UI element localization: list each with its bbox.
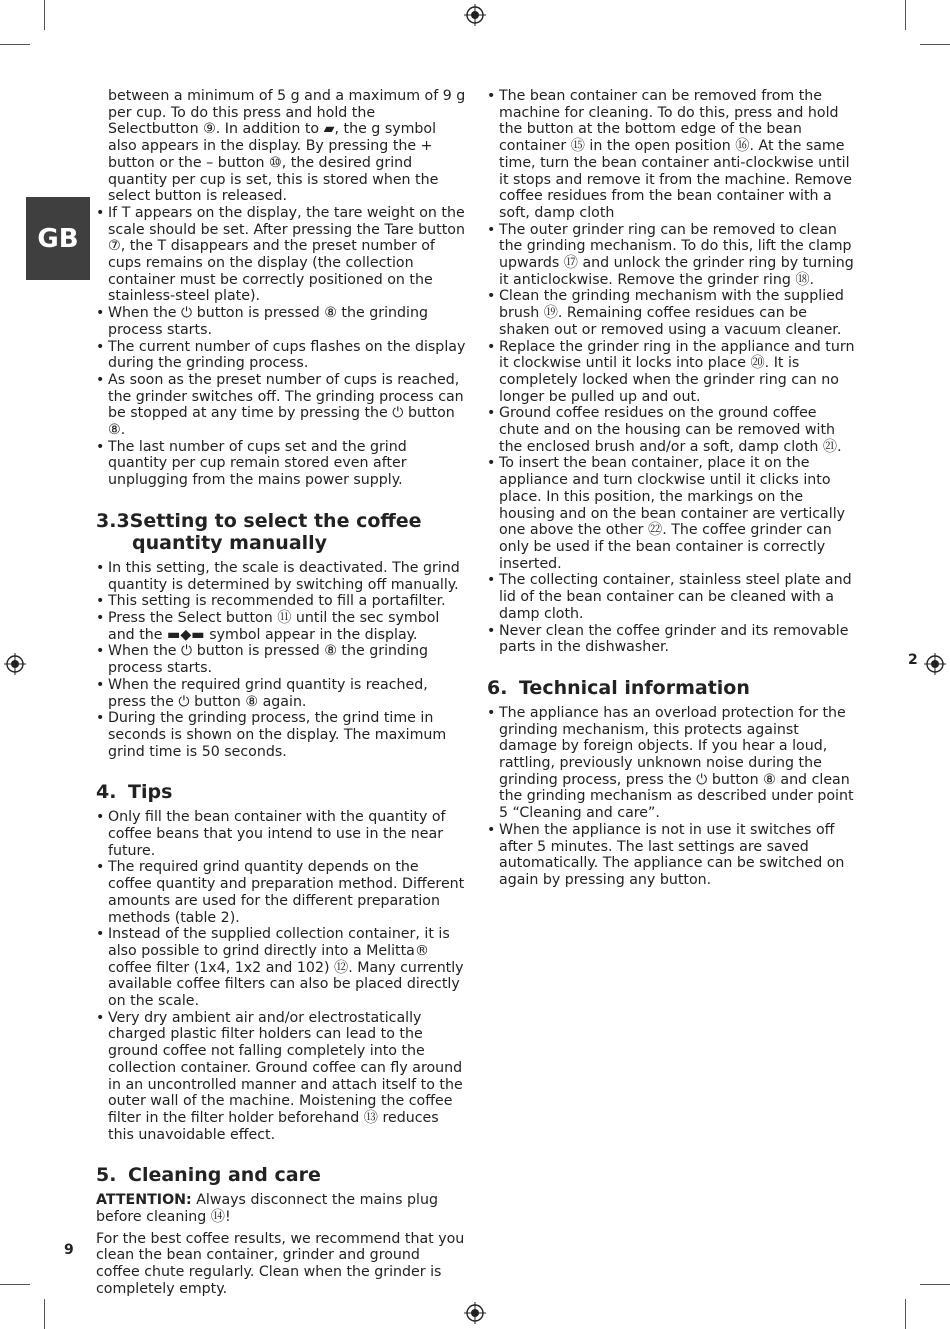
bullet-item: • The last number of cups set and the grind quantity per cup remain stored even after unplugging from the mains power supply. <box>96 439 466 489</box>
bullet-item: • During the grinding process, the grind time in seconds is shown on the display. The maximum grind time is 50 seconds. <box>96 710 466 760</box>
bullet-item: • When the appliance is not in use it switches off after 5 minutes. The last settings are saved automatically. The appliance can be switched on again by pressing any button. <box>487 822 855 889</box>
bullet-item: • Clean the grinding mechanism with the supplied brush ⑲. Remaining coffee residues can be shaken out or removed using a vacuum cleaner. <box>487 288 855 338</box>
crop-mark <box>44 1299 45 1329</box>
bullet-item: • If T appears on the display, the tare weight on the scale should be set. After pressing the Tare button ⑦, the T disappears and the preset number of cups remains on the display (the collection container must be correctly positioned on the stainless-steel plate). <box>96 205 466 305</box>
registration-mark-icon <box>464 1302 486 1324</box>
bullet-item: • Never clean the coffee grinder and its removable parts in the dishwasher. <box>487 623 855 656</box>
paragraph: For the best coffee results, we recommend that you clean the bean container, grinder and ground coffee chute regularly. Clean when the grinder is completely empty. <box>96 1230 465 1297</box>
bullet-item: • To insert the bean container, place it on the appliance and turn clockwise until it clicks into place. In this position, the markings on the housing and on the bean container are vertically one above the other ㉒. The coffee grinder can only be used if the bean container is correctly inserted. <box>487 455 855 572</box>
bullet-item: • Press the Select button ⑪ until the sec symbol and the ▬◆▬ symbol appear in the display. <box>96 610 466 643</box>
paragraph: between a minimum of 5 g and a maximum of 9 g per cup. To do this press and hold the Selectbutton ⑨. In addition to ▰, the g symbol also appears in the display. By pressing the + button or the – button ⑩, the desired grind quantity per cup is set, this is stored when the select button is released. <box>108 88 466 205</box>
section-number: 3.3 <box>96 509 130 532</box>
bullet-item: • The collecting container, stainless steel plate and lid of the bean container can be cleaned with a damp cloth. <box>487 572 855 622</box>
bullet-item: • The appliance has an overload protection for the grinding mechanism, this protects against damage by foreign objects. If you hear a loud, rattling, previously unknown noise during the grinding process, press the ⏻ button ⑧ and clean the grinding mechanism as described under point 5 “Cleaning and care”. <box>487 705 855 822</box>
crop-mark <box>920 44 950 45</box>
bullet-item: • In this setting, the scale is deactivated. The grind quantity is determined by switching off manually. <box>96 560 466 593</box>
bullet-item: • The current number of cups flashes on the display during the grinding process. <box>96 339 466 372</box>
bullet-item: • Very dry ambient air and/or electrostatically charged plastic filter holders can lead to the ground coffee not falling completely into the collection container. Ground coffee can fly around in an uncontrolled manner and attach itself to the outer wall of the machine. Moistening the coffee filter in the filter holder beforehand ⑬ reduces this unavoidable effect. <box>96 1010 466 1144</box>
bullet-item: • Ground coffee residues on the ground coffee chute and on the housing can be removed with the enclosed brush and/or a soft, damp cloth ㉑. <box>487 405 855 455</box>
attention-note <box>96 1192 466 1225</box>
bullet-item: • The bean container can be removed from the machine for cleaning. To do this, press and hold the button at the bottom edge of the bean container ⑮ in the open position ⑯. At the same time, turn the bean container anti-clockwise until it stops and remove it from the machine. Remove coffee residues from the bean container with a soft, damp cloth <box>487 88 855 222</box>
bullet-item: • When the ⏻ button is pressed ⑧ the grinding process starts. <box>96 305 466 338</box>
bullet-item: • Only fill the bean container with the quantity of coffee beans that you intend to use in the near future. <box>96 809 466 859</box>
section-heading <box>96 1164 466 1186</box>
bullet-item: • Instead of the supplied collection container, it is also possible to grind directly into a Melitta® coffee filter (1x4, 1x2 and 102) ⑫. Many currently available coffee filters can also be placed directly on the scale. <box>96 926 466 1010</box>
crop-mark <box>905 0 906 30</box>
crop-mark <box>0 1284 30 1285</box>
registration-mark-icon <box>4 653 26 675</box>
bullet-item: • The required grind quantity depends on the coffee quantity and preparation method. Different amounts are used for the different preparation methods (table 2). <box>96 859 466 926</box>
page-number-left: 9 <box>64 1242 74 1258</box>
bullet-item: • This setting is recommended to fill a portafilter. <box>96 593 466 610</box>
section-title: Tips <box>128 781 173 804</box>
bullet-item: • Replace the grinder ring in the appliance and turn it clockwise until it locks into place ⑳. It is completely locked when the grinder ring can no longer be pulled up and out. <box>487 339 855 406</box>
bullet-item: • When the ⏻ button is pressed ⑧ the grinding process starts. <box>96 643 466 676</box>
section-heading <box>96 781 466 803</box>
registration-mark-icon <box>464 4 486 26</box>
attention-label: ATTENTION: <box>96 1192 192 1209</box>
registration-mark-icon <box>924 653 946 675</box>
crop-mark <box>905 1299 906 1329</box>
section-heading <box>96 510 466 554</box>
crop-mark <box>44 0 45 30</box>
bullet-item: • When the required grind quantity is reached, press the ⏻ button ⑧ again. <box>96 677 466 710</box>
section-number: 4. <box>96 781 117 804</box>
crop-mark <box>0 44 30 45</box>
section-number: 6. <box>487 676 508 699</box>
page-number-right: 2 <box>908 652 918 668</box>
section-heading <box>487 677 855 699</box>
attention-text: Always disconnect the mains plug before cleaning ⑭! <box>96 1192 438 1226</box>
section-title: Setting to select the coffee <box>129 509 422 532</box>
section-number: 5. <box>96 1164 117 1187</box>
crop-mark <box>920 1284 950 1285</box>
left-column <box>96 88 466 1298</box>
right-column <box>487 88 855 889</box>
section-title-continued: quantity manually <box>132 531 328 554</box>
section-title: Cleaning and care <box>128 1164 321 1187</box>
section-title: Technical information <box>519 676 750 699</box>
language-tab: GB <box>26 197 90 280</box>
bullet-item: • The outer grinder ring can be removed to clean the grinding mechanism. To do this, lift the clamp upwards ⑰ and unlock the grinder ring by turning it anticlockwise. Remove the grinder ring ⑱. <box>487 222 855 289</box>
bullet-item: • As soon as the preset number of cups is reached, the grinder switches off. The grinding process can be stopped at any time by pressing the ⏻ button ⑧. <box>96 372 466 439</box>
